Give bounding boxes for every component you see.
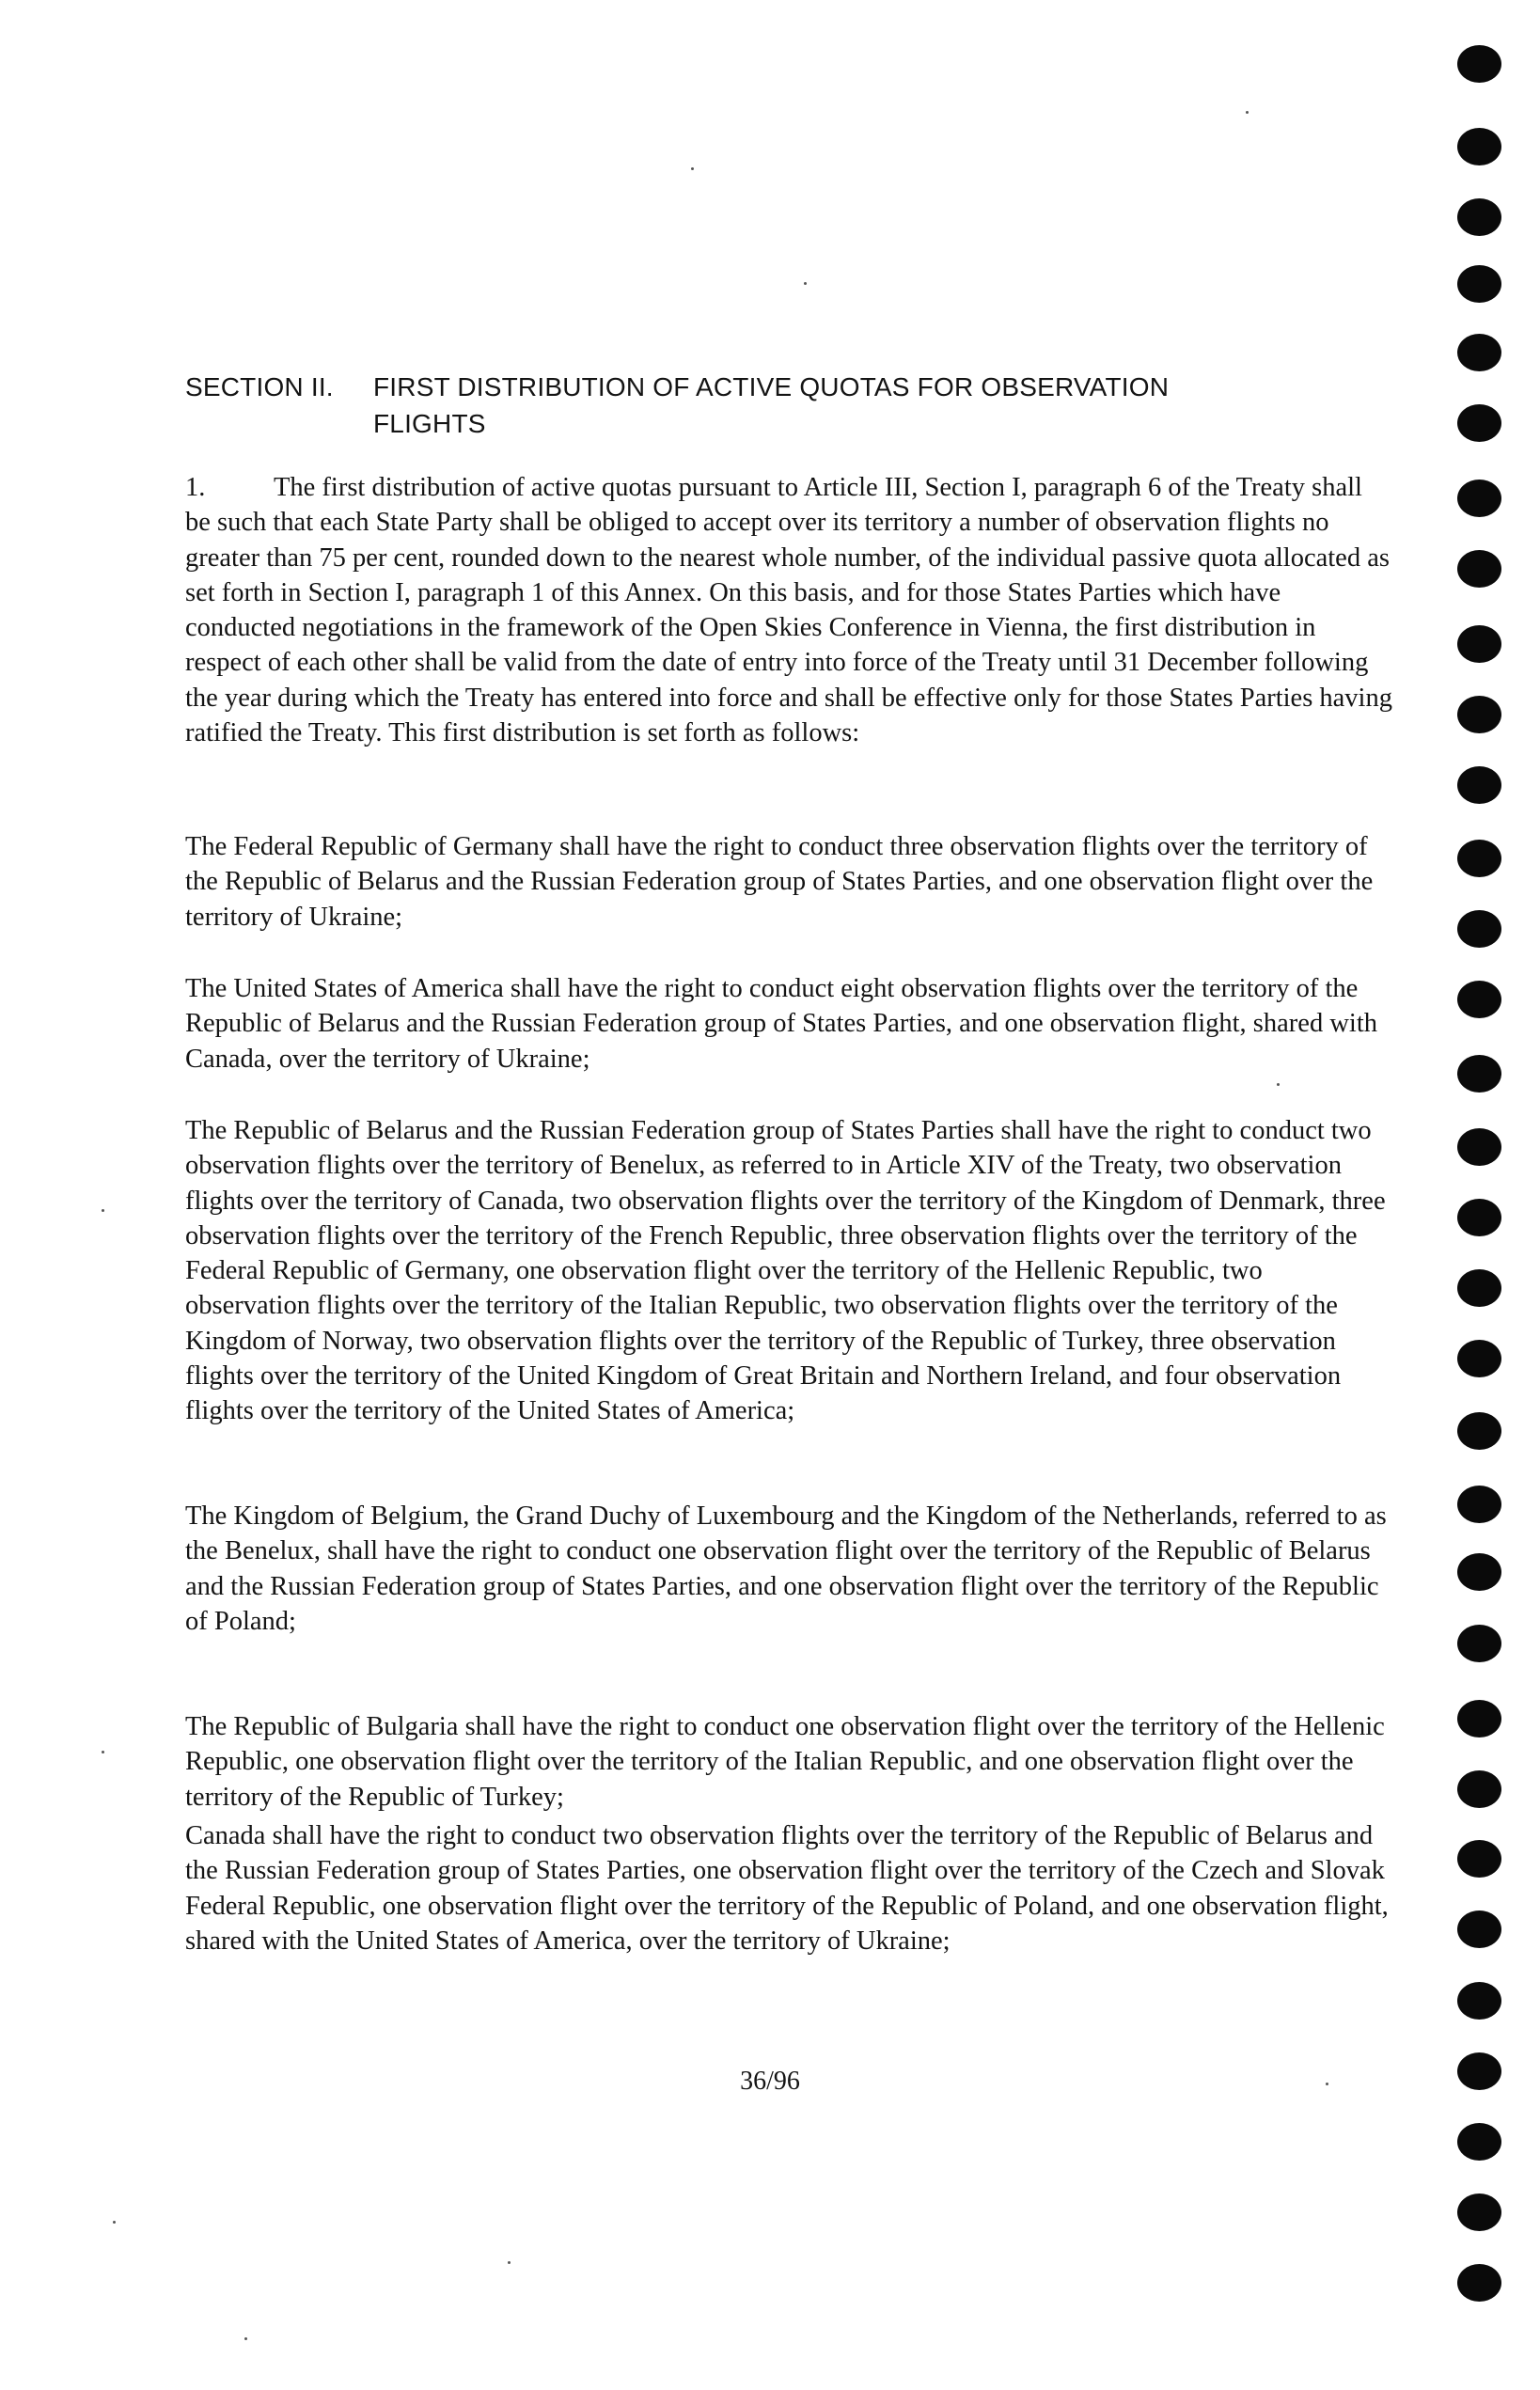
punch-hole (1457, 1910, 1501, 1948)
punch-hole (1457, 550, 1501, 588)
punch-hole (1457, 2123, 1501, 2161)
section-title-line2: FLIGHTS (373, 409, 486, 438)
scan-speck (1246, 111, 1249, 114)
punch-hole (1457, 1340, 1501, 1377)
scan-speck (804, 282, 807, 285)
paragraph-text: Canada shall have the right to conduct two observation flights over the territory of the Republic of Belarus and the Russian Federation group of States Parties, one observation flight over the territory of the Czech and Slovak Federal Republic, one observation flight over the territory of the Republic of Poland, and one observation flight, shared with the United States of America, over the territory of Ukraine; (185, 1821, 1389, 1956)
punch-hole (1457, 1412, 1501, 1450)
punch-hole (1457, 696, 1501, 733)
punch-hole (1457, 198, 1501, 236)
punch-hole (1457, 2052, 1501, 2090)
punch-hole (1457, 840, 1501, 877)
punch-hole (1457, 1700, 1501, 1737)
punch-hole (1457, 1199, 1501, 1236)
punch-hole (1457, 265, 1501, 303)
punch-hole (1457, 981, 1501, 1018)
punch-hole (1457, 1128, 1501, 1166)
scan-speck (1277, 1083, 1280, 1086)
section-heading (185, 369, 1313, 442)
section-number: SECTION II. (185, 372, 334, 401)
paragraph-text: The first distribution of active quotas pursuant to Article III, Section I, paragraph 6 of the Treaty shall be such that each State Party shall be obliged to accept over its territory a number of observation flights no greater than 75 per cent, rounded down to the nearest whole number, of the individual passive quota allocated as set forth in Section I, paragraph 1 of this Annex. On this basis, and for those States Parties which have conducted negotiations in the framework of the Open Skies Conference in Vienna, the first distribution in respect of each other shall be valid from the date of entry into force of the Treaty until 31 December following the year during which the Treaty has entered into force and shall be effective only for those States Parties having ratified the Treaty. This first distribution is set forth as follows: (185, 473, 1392, 748)
paragraph-1 (185, 470, 1393, 750)
scan-speck (508, 2261, 511, 2264)
punch-hole (1457, 2264, 1501, 2302)
scan-speck (102, 1209, 104, 1212)
section-title-line1: FIRST DISTRIBUTION OF ACTIVE QUOTAS FOR OBSERVATION (373, 372, 1170, 401)
punch-hole (1457, 128, 1501, 165)
punch-hole (1457, 1840, 1501, 1878)
punch-hole (1457, 45, 1501, 83)
punch-hole (1457, 1055, 1501, 1093)
paragraph-germany (185, 829, 1393, 935)
punch-hole (1457, 766, 1501, 804)
section-heading-line1 (185, 369, 1313, 405)
paragraph-number: 1. (185, 473, 206, 502)
scan-speck (102, 1751, 104, 1753)
punch-hole (1457, 334, 1501, 371)
paragraph-text: The Republic of Bulgaria shall have the right to conduct one observation flight over the territory of the Hellenic Republic, one observation flight over the territory of the Italian Republic, and one observation flight over the territory of the Republic of Turkey; (185, 1712, 1385, 1812)
punch-hole (1457, 910, 1501, 948)
punch-hole (1457, 1625, 1501, 1662)
punch-hole (1457, 1770, 1501, 1808)
punch-hole (1457, 1982, 1501, 2020)
punch-hole (1457, 625, 1501, 663)
paragraph-belarus-russia (185, 1113, 1393, 1429)
paragraph-text: The United States of America shall have the right to conduct eight observation flights over the territory of the Republic of Belarus and the Russian Federation group of States Parties, and one observation flight, shared with Canada, over the territory of Ukraine; (185, 974, 1377, 1074)
paragraph-united-states (185, 971, 1393, 1077)
punch-hole (1457, 2193, 1501, 2231)
scan-speck (691, 167, 694, 170)
scan-speck (113, 2221, 116, 2224)
scan-speck (1326, 2083, 1328, 2085)
punch-hole (1457, 1269, 1501, 1307)
paragraph-text: The Kingdom of Belgium, the Grand Duchy of Luxembourg and the Kingdom of the Netherlands, referred to as the Benelux, shall have the right to conduct one observation flight over the territory of the Republic of Belarus and the Russian Federation group of States Parties, and one observation flight over the territory of the Republic of Poland; (185, 1502, 1387, 1636)
paragraph-text: The Republic of Belarus and the Russian Federation group of States Parties shall have the right to conduct two observation flights over the territory of Benelux, as referred to in Article XIV of the Treaty, two observation flights over the territory of Canada, two observation flights over the territory of the Kingdom of Denmark, three observation flights over the territory of the French Republic, three observation flights over the territory of the Federal Republic of Germany, one observation flight over the territory of the Hellenic Republic, two observation flights over the territory of the Italian Republic, two observation flights over the territory of the Kingdom of Norway, two observation flights over the territory of the Republic of Turkey, three observation flights over the territory of the United Kingdom of Great Britain and Northern Ireland, and four observation flights over the territory of the United States of America; (185, 1116, 1386, 1426)
punch-hole (1457, 1553, 1501, 1591)
paragraph-canada (185, 1818, 1393, 1958)
scan-speck (244, 2337, 247, 2340)
punch-hole (1457, 480, 1501, 517)
paragraph-text: The Federal Republic of Germany shall have the right to conduct three observation flights over the territory of the Republic of Belarus and the Russian Federation group of States Parties, and one observation flight over the territory of Ukraine; (185, 832, 1374, 932)
punch-hole (1457, 404, 1501, 442)
punch-hole (1457, 1486, 1501, 1523)
page-number: 36/96 (740, 2067, 800, 2096)
paragraph-benelux (185, 1499, 1393, 1639)
paragraph-bulgaria (185, 1709, 1393, 1815)
